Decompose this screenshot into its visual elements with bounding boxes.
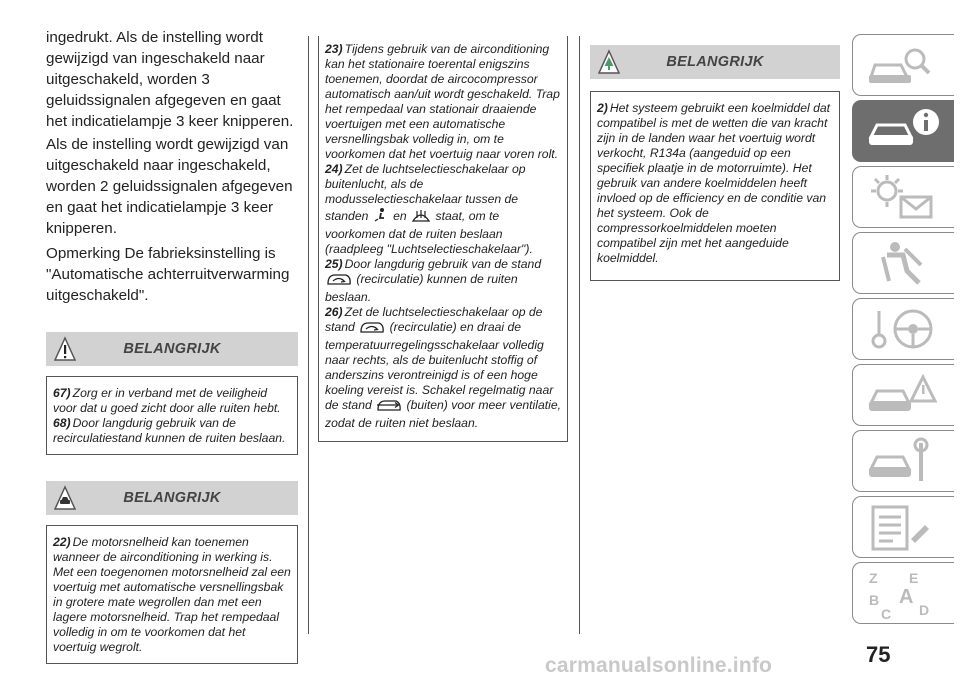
warning-banner <box>46 332 298 366</box>
note-item-22: 22) De motorsnelheid kan toenemen wanneer de airconditioning in werking is. Met een toegenomen motorsnelheid zal een voertuig met automatische versnellingsbak in grotere mate wegrollen dan met een lagere motorsnelheid. Trap het rempedaal volledig in om te voorkomen dat het voertuig wegrolt. <box>53 535 291 654</box>
tab-airbag-seat[interactable] <box>852 232 954 294</box>
watermark: carmanualsonline.info <box>545 654 773 677</box>
svg-text:C: C <box>881 606 892 622</box>
note-item-26: 26) Zet de luchtselectieschakelaar op de stand (recirculatie) en draai de temperatuurregelingsschakelaar volledig naar rechts, als de buitenlucht stoffig of anderszins verontreinigd is of een hoge koeling vereist is. Schakel regelmatig naar de stand (buiten) voor meer ventilatie, zodat de ruiten niet beslaan. <box>325 305 561 430</box>
car-warning-icon <box>54 485 76 511</box>
environment-tree-icon <box>598 49 620 75</box>
alphabet-index-icon <box>865 569 941 625</box>
car-service-icon <box>865 437 941 487</box>
recirculation-icon <box>359 320 385 338</box>
notes-box <box>318 36 568 442</box>
tab-car-service[interactable] <box>852 430 954 492</box>
page-number: 75 <box>866 642 891 667</box>
warning-lights-icon <box>865 173 941 223</box>
warning-banner <box>590 45 840 79</box>
warning-title: BELANGRIJK <box>123 341 221 357</box>
key-steering-icon <box>865 305 941 355</box>
note-item-2: 2) Het systeem gebruikt een koelmiddel dat compatibel is met de wetten die van kracht zijn in de landen waar het voertuig wordt verkocht, R134a (aangeduid op een specifiek plaatje in de motorruimte). Het gebruik van andere koelmiddelen heeft invloed op de efficiency en de conditie van het systeem. Ook de compressorkoelmiddelen moeten compatibel zijn met het aangeduide koelmiddel. <box>597 101 831 265</box>
warning-triangle-icon <box>54 336 76 362</box>
airbag-seat-icon <box>865 239 941 289</box>
body-paragraph: Als de instelling wordt gewijzigd van uitgeschakeld naar ingeschakeld, worden 2 geluidssignalen afgegeven en gaat het indicatielampje 3 keer knipperen. <box>46 136 293 237</box>
tab-alphabetical-index[interactable] <box>852 562 954 624</box>
column-middle <box>318 36 568 442</box>
specifications-list-icon <box>865 503 941 553</box>
recirculation-icon <box>326 272 352 290</box>
svg-text:D: D <box>919 602 930 618</box>
car-search-icon <box>865 41 935 91</box>
note-item-67: 67) Zorg er in verband met de veiligheid voor dat u goed zicht door alle ruiten hebt. <box>53 386 281 415</box>
tab-warning-lights[interactable] <box>852 166 954 228</box>
column-left <box>46 0 298 664</box>
column-divider <box>308 36 309 634</box>
car-info-icon <box>865 107 941 157</box>
warning-box-67-68 <box>46 332 298 455</box>
column-divider <box>579 36 580 634</box>
note-item-24: 24) Zet de luchtselectieschakelaar op buitenlucht, als de modusselectieschakelaar tussen de standen en staat, om te voorkomen dat de ruiten beslaan (raadpleeg "Luchtselectieschakelaar"). <box>325 162 533 256</box>
warning-content <box>46 525 298 664</box>
car-breakdown-icon <box>865 371 941 421</box>
column-right <box>590 45 840 281</box>
svg-text:Z: Z <box>869 570 878 586</box>
warning-title: BELANGRIJK <box>123 490 221 506</box>
floor-mode-icon <box>373 207 389 227</box>
svg-text:E: E <box>909 570 919 586</box>
warning-box-22 <box>46 481 298 664</box>
defrost-icon <box>411 207 431 227</box>
body-paragraph: ingedrukt. Als de instelling wordt gewijzigd van ingeschakeld naar uitgeschakeld, worden 3 geluidssignalen afgegeven en gaat het indicatielampje 3 keer knipperen. <box>46 29 294 130</box>
tab-key-steering[interactable] <box>852 298 954 360</box>
fresh-air-icon <box>376 398 402 416</box>
body-paragraph: Opmerking De fabrieksinstelling is "Automatische achterruitverwarming uitgeschakeld". <box>46 245 290 304</box>
note-item-23: 23) Tijdens gebruik van de airconditioning kan het stationaire toerental enigszins toenemen, doordat de aircocompressor automatisch aan/uit wordt geschakeld. Trap het rempedaal van stationair draaiende voertuigen met een automatische versnellingsbak volledig in, om te voorkomen dat het voertuig naar voren rolt. <box>325 42 560 161</box>
warning-banner <box>46 481 298 515</box>
tab-specifications[interactable] <box>852 496 954 558</box>
tab-car-search[interactable] <box>852 34 954 96</box>
note-item-68: 68) Door langdurig gebruik van de recirculatiestand kunnen de ruiten beslaan. <box>53 416 286 445</box>
warning-title: BELANGRIJK <box>666 54 764 70</box>
warning-content <box>46 376 298 455</box>
note-item-25: 25) Door langdurig gebruik van de stand (recirculatie) kunnen de ruiten beslaan. <box>325 257 542 304</box>
tab-car-breakdown[interactable] <box>852 364 954 426</box>
tab-car-info[interactable] <box>852 100 954 162</box>
svg-text:A: A <box>899 586 914 608</box>
warning-content <box>590 91 840 281</box>
svg-text:B: B <box>869 592 880 608</box>
